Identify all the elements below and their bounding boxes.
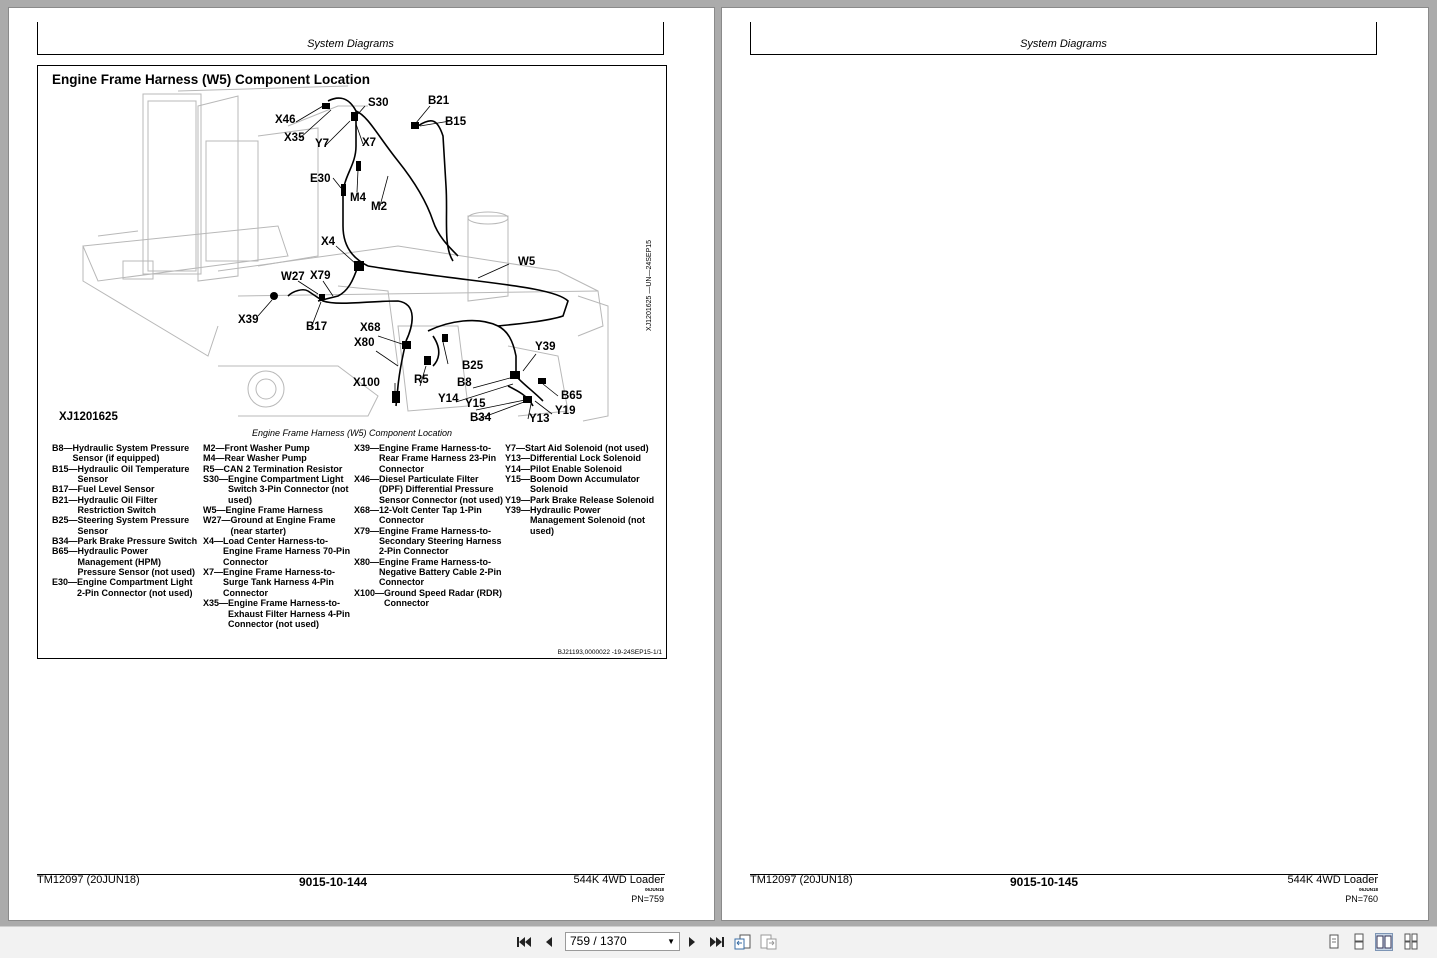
legend-item — [52, 546, 200, 577]
legend-description: Engine Compartment Light Switch 3-Pin Connector (not used) — [228, 474, 349, 505]
legend-description: 12-Volt Center Tap 1-Pin Connector — [379, 505, 482, 526]
legend-code: B25— — [52, 515, 78, 526]
legend-code: Y19— — [505, 494, 531, 505]
legend-item — [52, 484, 200, 494]
legend-item — [52, 577, 200, 598]
legend-item — [203, 464, 355, 474]
legend-description: Load Center Harness-to-Engine Frame Harness 70-Pin Connector — [223, 536, 351, 567]
legend-code: B8— — [52, 443, 73, 453]
next-page-icon[interactable] — [683, 933, 701, 951]
legend-item — [505, 453, 655, 463]
legend-description: Differential Lock Solenoid — [530, 453, 642, 464]
footer-model: 544K 4WD Loader — [573, 874, 664, 886]
callout-label: X80 — [354, 337, 375, 349]
legend-description: Diesel Particulate Filter (DPF) Differential Pressure Sensor Connector (not used) — [379, 474, 504, 505]
legend-item — [203, 505, 355, 515]
callout-label: X39 — [238, 314, 259, 326]
legend-description: Engine Frame Harness-to-Surge Tank Harness 4-Pin Connector — [223, 567, 336, 598]
legend-item — [354, 474, 504, 505]
callout-label: M2 — [371, 201, 387, 213]
callout-label: B15 — [445, 116, 467, 128]
legend-description: Engine Frame Harness-to-Rear Frame Harness 23-Pin Connector — [379, 443, 497, 474]
legend-item — [505, 464, 655, 474]
figure-caption: Engine Frame Harness (W5) Component Location — [251, 428, 453, 438]
legend-item — [505, 474, 655, 495]
legend-code: M4— — [203, 453, 225, 464]
callout-label: B25 — [462, 360, 484, 372]
margin-tick — [37, 658, 49, 659]
legend-description: Front Washer Pump — [224, 443, 310, 453]
legend-description: Engine Frame Harness-to-Negative Battery Cable 2-Pin Connector — [379, 556, 502, 588]
legend-code: W5— — [203, 505, 226, 516]
legend-code: B15— — [52, 463, 78, 474]
figure-id: XJ1201625 — [59, 411, 118, 423]
last-page-icon[interactable] — [708, 933, 726, 951]
continuous-facing-view-icon[interactable] — [1402, 933, 1420, 951]
legend-item — [52, 515, 200, 536]
legend-item — [505, 443, 655, 453]
legend-description: Pilot Enable Solenoid — [530, 463, 623, 474]
legend-item — [354, 505, 504, 526]
callout-label: R5 — [414, 374, 429, 386]
legend-description: Start Aid Solenoid (not used) — [525, 443, 649, 453]
callout-label: Y7 — [315, 138, 330, 150]
callout-label: X35 — [284, 132, 305, 144]
footer-pn: PN=759 — [631, 894, 664, 904]
header-title: System Diagrams — [1020, 38, 1107, 50]
callout-label: X46 — [275, 114, 296, 126]
legend-description: Rear Washer Pump — [224, 453, 307, 464]
legend-description: Park Brake Pressure Switch — [77, 536, 198, 547]
callout-label: B34 — [470, 412, 492, 424]
viewer-toolbar — [0, 926, 1437, 958]
legend-code: B34— — [52, 536, 78, 547]
legend-code: Y39— — [505, 505, 531, 516]
legend-description: Hydraulic Power Management (HPM) Pressure Sensor (not used) — [77, 546, 196, 578]
chevron-down-icon: ▼ — [667, 937, 675, 946]
document-page-right — [721, 7, 1429, 921]
legend-description: CAN 2 Termination Resistor — [223, 463, 343, 474]
legend-description: Fuel Level Sensor — [77, 484, 155, 495]
footer-page-number: 9015-10-145 — [1010, 875, 1079, 889]
prev-page-icon[interactable] — [540, 933, 558, 951]
callout-label: X7 — [362, 137, 377, 149]
callout-label: X4 — [321, 236, 336, 248]
callout-label: X79 — [310, 270, 331, 282]
legend-code: X7— — [203, 567, 224, 578]
legend-item — [354, 557, 504, 588]
legend-code: X46— — [354, 474, 380, 485]
legend-code: Y14— — [505, 463, 531, 474]
legend-code: R5— — [203, 463, 224, 474]
legend-code: X80— — [354, 556, 380, 567]
footer-manual-id: TM12097 (20JUN18) — [37, 874, 140, 886]
legend-description: Engine Frame Harness — [225, 505, 324, 516]
footer-model: 544K 4WD Loader — [1287, 874, 1378, 886]
go-forward-icon[interactable] — [760, 933, 778, 951]
callout-label: Y39 — [535, 341, 556, 353]
footer-date: 06JUN18 — [1358, 887, 1378, 892]
page-select[interactable] — [565, 932, 680, 951]
footer-manual-id: TM12097 (20JUN18) — [750, 874, 853, 886]
continuous-view-icon[interactable] — [1350, 933, 1368, 951]
legend-code: X4— — [203, 536, 224, 547]
legend-code: E30— — [52, 577, 78, 588]
legend-code: B65— — [52, 546, 78, 557]
callout-label: B21 — [428, 95, 450, 107]
callout-label: Y19 — [555, 405, 576, 417]
go-back-icon[interactable] — [734, 933, 752, 951]
legend-description: Hydraulic Power Management Solenoid (not used) — [530, 505, 646, 536]
legend-item — [52, 495, 200, 516]
legend-description: Ground at Engine Frame (near starter) — [230, 515, 336, 536]
single-page-view-icon[interactable] — [1325, 933, 1343, 951]
legend-item — [52, 464, 200, 485]
legend-description: Hydraulic Oil Temperature Sensor — [77, 463, 190, 485]
legend-item — [354, 588, 504, 609]
legend-description: Engine Compartment Light 2-Pin Connector (not used) — [77, 577, 193, 598]
legend-code: Y7— — [505, 443, 526, 453]
document-page-left — [8, 7, 715, 921]
callout-label: X100 — [353, 377, 380, 389]
legend-code: B17— — [52, 484, 78, 495]
legend-code: X35— — [203, 598, 229, 609]
callout-label: W27 — [281, 271, 305, 283]
legend-item — [354, 526, 504, 557]
legend-description: Park Brake Release Solenoid — [530, 494, 655, 505]
callout-label: B8 — [457, 377, 472, 389]
figure-box — [37, 65, 667, 659]
footer-page-number: 9015-10-144 — [299, 875, 368, 889]
legend-code: S30— — [203, 474, 229, 485]
legend-code: W27— — [203, 515, 231, 526]
footer-pn: PN=760 — [1345, 894, 1378, 904]
header-box — [37, 22, 664, 55]
legend-code: B21— — [52, 494, 78, 505]
first-page-icon[interactable] — [515, 933, 533, 951]
figure-title: Engine Frame Harness (W5) Component Location — [52, 72, 371, 87]
legend-column — [505, 443, 655, 536]
callout-label: E30 — [310, 173, 331, 185]
header-title: System Diagrams — [307, 38, 394, 50]
legend-description: Engine Frame Harness-to-Secondary Steering Harness 2-Pin Connector — [379, 525, 502, 557]
document-id: BJ21193,0000022 -19-24SEP15-1/1 — [557, 649, 662, 656]
legend-description: Boom Down Accumulator Solenoid — [530, 474, 640, 495]
footer-date: 06JUN18 — [644, 887, 664, 892]
figure-vertical-id: XJ1201625 —UN—24SEP15 — [646, 239, 653, 331]
legend-description: Engine Frame Harness-to-Exhaust Filter Harness 4-Pin Connector (not used) — [228, 598, 351, 629]
legend-description: Hydraulic System Pressure Sensor (if equipped) — [72, 443, 190, 464]
legend-item — [203, 474, 355, 505]
legend-description: Steering System Pressure Sensor — [77, 515, 190, 536]
legend-column — [203, 443, 355, 629]
legend-item — [354, 443, 504, 474]
legend-item — [505, 495, 655, 505]
legend-description: Ground Speed Radar (RDR) Connector — [384, 587, 503, 609]
legend-item — [203, 453, 355, 463]
legend-item — [203, 598, 355, 629]
legend-code: X100— — [354, 587, 385, 598]
page-select-value: 759 / 1370 — [570, 934, 627, 948]
legend-code: X79— — [354, 525, 380, 536]
callout-label: B65 — [561, 390, 583, 402]
legend-item — [52, 443, 200, 464]
callout-label: Y14 — [438, 393, 459, 405]
legend-code: M2— — [203, 443, 225, 453]
facing-view-icon[interactable] — [1375, 933, 1393, 951]
legend-code: Y15— — [505, 474, 531, 485]
callout-label: M4 — [350, 192, 366, 204]
legend-item — [203, 443, 355, 453]
legend-item — [203, 567, 355, 598]
callout-label: S30 — [368, 97, 389, 109]
callout-label: X68 — [360, 322, 381, 334]
legend-description: Hydraulic Oil Filter Restriction Switch — [77, 494, 158, 516]
harness-diagram — [38, 66, 666, 426]
callout-label: B17 — [306, 321, 328, 333]
legend-item — [52, 536, 200, 546]
legend-item — [203, 536, 355, 567]
callout-label: W5 — [518, 256, 536, 268]
legend-code: X39— — [354, 443, 380, 453]
legend-code: Y13— — [505, 453, 531, 464]
legend-item — [203, 515, 355, 536]
header-box — [750, 22, 1377, 55]
callout-label: Y15 — [465, 398, 486, 410]
legend-code: X68— — [354, 505, 380, 516]
legend-column — [354, 443, 504, 609]
legend-item — [505, 505, 655, 536]
legend-column — [52, 443, 200, 598]
callout-label: Y13 — [529, 413, 550, 425]
